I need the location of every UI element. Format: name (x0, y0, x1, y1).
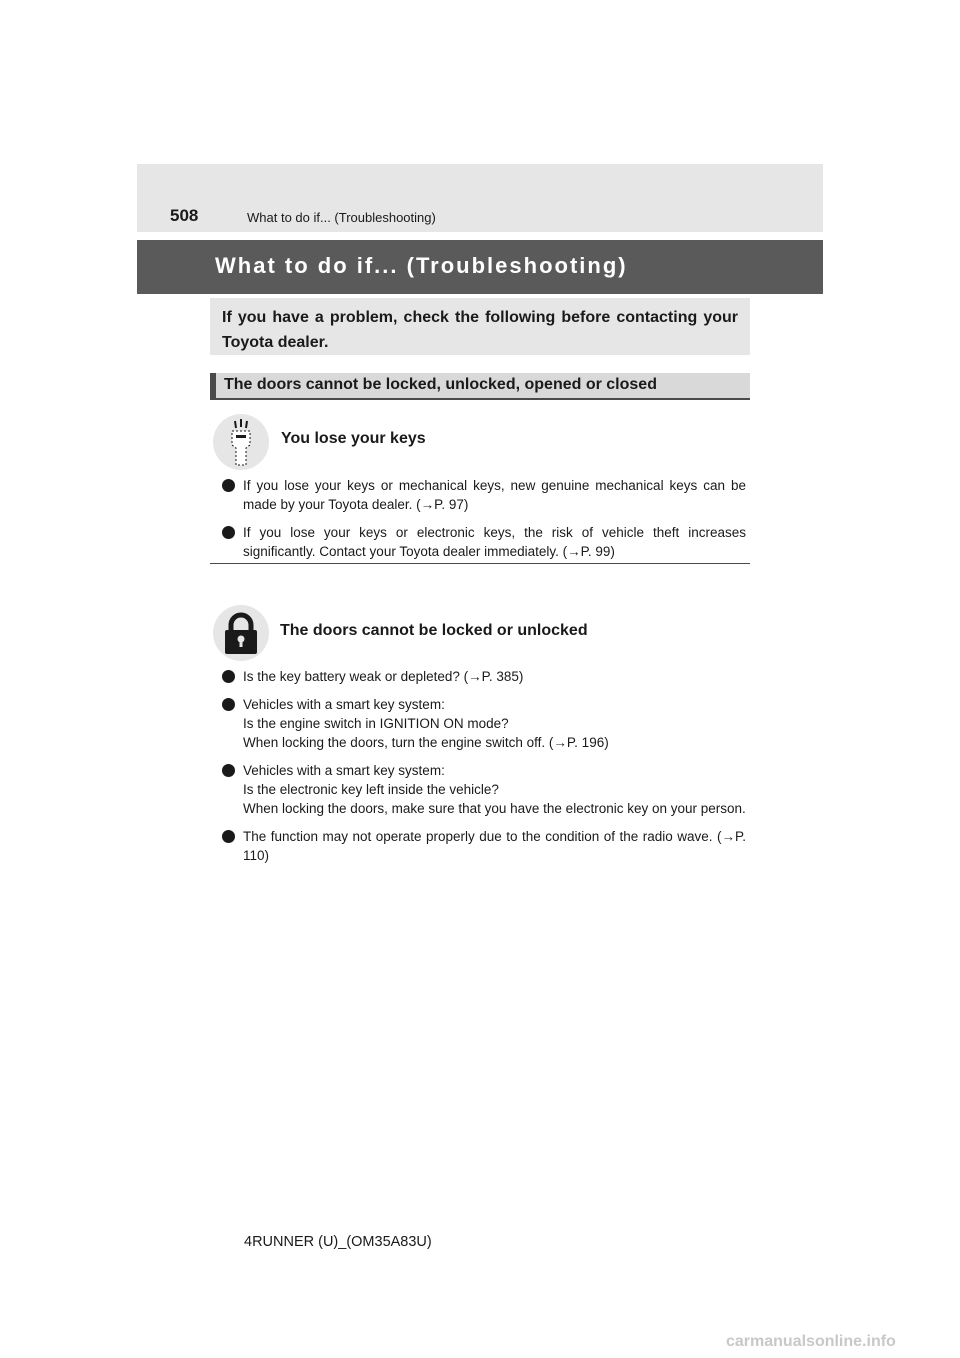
bullet-text: When locking the doors, turn the engine switch off. (→P. 196) (243, 735, 609, 750)
padlock-icon (213, 605, 269, 661)
intro-box: If you have a problem, check the following before contacting your Toyota dealer. (210, 298, 750, 355)
bullet-list-lose-keys (222, 476, 746, 570)
watermark: carmanualsonline.info (726, 1333, 896, 1350)
lost-key-icon (213, 414, 269, 470)
bullet-text: If you lose your keys or mechanical keys, new genuine mechanical keys can be made by your Toyota dealer. (→P. 97) (243, 478, 746, 512)
bullet-dot-icon (222, 479, 235, 492)
page-number: 508 (170, 206, 199, 225)
page-header (137, 164, 823, 232)
bullet-text: Vehicles with a smart key system: (243, 763, 445, 778)
bullet-text: Is the key battery weak or depleted? (→P. 385) (243, 669, 524, 684)
bullet-text: Vehicles with a smart key system: (243, 697, 445, 712)
bullet-dot-icon (222, 526, 235, 539)
bullet-item (222, 761, 746, 818)
footer-model-code: 4RUNNER (U)_(OM35A83U) (244, 1234, 432, 1250)
bullet-dot-icon (222, 698, 235, 711)
bullet-item (222, 827, 746, 865)
bullet-dot-icon (222, 670, 235, 683)
running-head: What to do if... (Troubleshooting) (247, 210, 436, 225)
bullet-item (222, 667, 746, 686)
bullet-item (222, 695, 746, 752)
bullet-item (222, 523, 746, 561)
topic-title-lose-keys: You lose your keys (281, 430, 426, 447)
bullet-list-lock-unlock (222, 667, 746, 874)
bullet-text: When locking the doors, make sure that you have the electronic key on your person. (243, 801, 746, 816)
bullet-dot-icon (222, 764, 235, 777)
bullet-text: The function may not operate properly due to the condition of the radio wave. (→P. 110) (243, 829, 746, 863)
page-title: What to do if... (Troubleshooting) (215, 253, 628, 278)
bullet-text: If you lose your keys or electronic keys, the risk of vehicle theft increases significantly. Contact your Toyota dealer immediately. (→P. 99) (243, 525, 746, 559)
topic-title-lock-unlock: The doors cannot be locked or unlocked (280, 622, 588, 639)
bullet-text: Is the engine switch in IGNITION ON mode? (243, 716, 509, 731)
bullet-text: Is the electronic key left inside the vehicle? (243, 782, 499, 797)
bullet-dot-icon (222, 830, 235, 843)
title-bar (137, 240, 823, 294)
section-divider (210, 563, 750, 564)
bullet-item (222, 476, 746, 514)
section-heading: The doors cannot be locked, unlocked, opened or closed (210, 373, 750, 400)
